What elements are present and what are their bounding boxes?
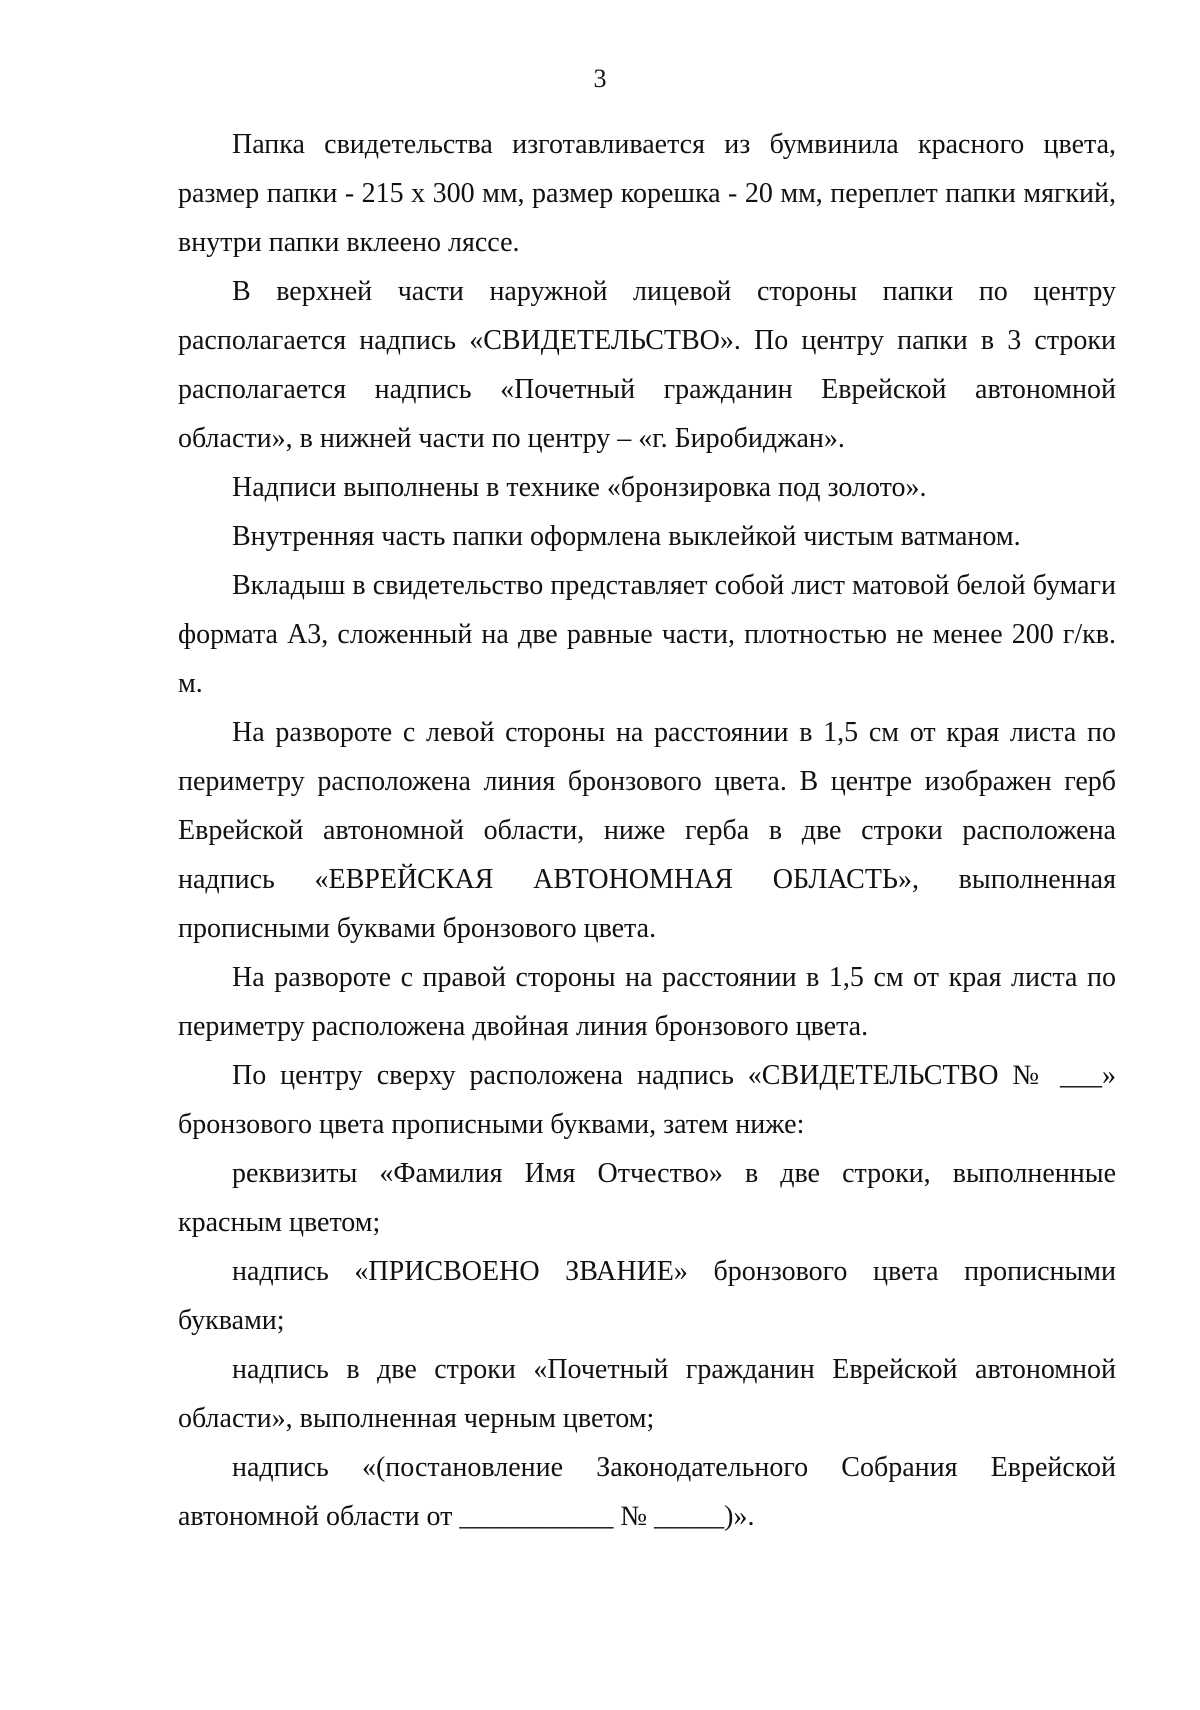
paragraph-certificate-number: По центру сверху расположена надпись «СВИДЕТЕЛЬСТВО № ___» бронзового цвета прописными буквами, затем ниже: (178, 1060, 1116, 1140)
paragraph-title-awarded: надпись «ПРИСВОЕНО ЗВАНИЕ» бронзового цвета прописными буквами; (178, 1256, 1116, 1336)
paragraph-right-spread: На развороте с правой стороны на расстоянии в 1,5 см от края листа по периметру расположена двойная линия бронзового цвета. (178, 962, 1116, 1042)
paragraph-full-name: реквизиты «Фамилия Имя Отчество» в две строки, выполненные красным цветом; (178, 1158, 1116, 1238)
paragraph-bronzing-technique: Надписи выполнены в технике «бронзировка под золото». (232, 472, 927, 503)
paragraph-inner-part: Внутренняя часть папки оформлена выклейкой чистым ватманом. (232, 521, 1021, 552)
paragraph-front-inscription: В верхней части наружной лицевой стороны папки по центру располагается надпись «СВИДЕТЕЛЬСТВО». По центру папки в 3 строки располагается надпись «Почетный гражданин Еврейской автономной области», в нижней части по центру – «г. Биробиджан». (178, 276, 1116, 454)
page-number: 3 (593, 64, 607, 93)
paragraph-left-spread: На развороте с левой стороны на расстоянии в 1,5 см от края листа по периметру расположена линия бронзового цвета. В центре изображен герб Еврейской автономной области, ниже герба в две строки расположена надпись «ЕВРЕЙСКАЯ АВТОНОМНАЯ ОБЛАСТЬ», выполненная прописными буквами бронзового цвета. (178, 717, 1116, 944)
document-body (178, 120, 1116, 1541)
paragraph-insert-paper: Вкладыш в свидетельство представляет собой лист матовой белой бумаги формата А3, сложенный на две равные части, плотностью не менее 200 г/кв. м. (178, 570, 1116, 699)
paragraph-honorary-citizen: надпись в две строки «Почетный гражданин Еврейской автономной области», выполненная черным цветом; (178, 1354, 1116, 1434)
paragraph-folder-material: Папка свидетельства изготавливается из бумвинила красного цвета, размер папки - 215 х 300 мм, размер корешка - 20 мм, переплет папки мягкий, внутри папки вклеено ляссе. (178, 129, 1116, 258)
paragraph-resolution: надпись «(постановление Законодательного Собрания Еврейской автономной области от ___________ № _____)». (178, 1452, 1116, 1532)
